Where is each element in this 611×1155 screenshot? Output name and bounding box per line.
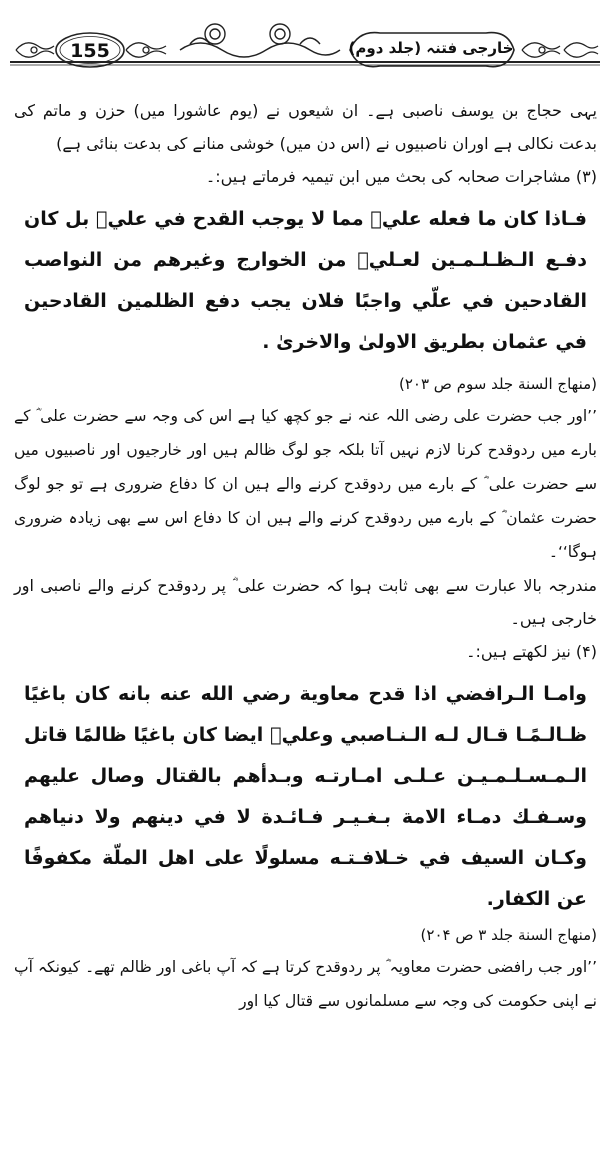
section-3-heading: (۳) مشاجرات صحابہ کی بحث میں ابن تیمیہ فرماتے ہیں:۔ xyxy=(205,167,597,186)
section-4-heading: (۴) نیز لکھتے ہیں:۔ xyxy=(466,642,597,661)
conclusion-paragraph: مندرجہ بالا عبارت سے بھی ثابت ہوا کہ حضرت علی ؓ پر ردوقدح کرنے والے ناصبی اور خارجی ہیں۔ xyxy=(14,576,597,628)
running-title: خارجی فتنہ (جلد دوم) xyxy=(348,39,514,57)
reference-1: (منهاج السنة جلد سوم ص ۲۰۳) xyxy=(399,375,597,393)
page-number: 155 xyxy=(70,40,110,62)
reference-2: (منهاج السنة جلد ۳ ص ۲۰۴) xyxy=(420,926,597,944)
intro-paragraph: یہی حجاج بن یوسف ناصبی ہے۔ ان شیعوں نے (یوم عاشورا میں) حزن و ماتم کی بدعت نکالی ہے اوران ناصبیوں نے (اس دن میں) خوشی منانے کی بدعت بنائی ہے) xyxy=(14,101,597,153)
page-body xyxy=(14,94,597,1018)
arabic-quotation-1: فـاذا كان ما فعله عليؓ مما لا يوجب القدح في عليؓ بل كان دفـع الـظـلـمـين لعـليؓ من الخوارج وغيرهم من النواصب القادحين في علّي واجبًا فلان يجب دفع الظلمين القادحين في عثمان بطريق الاولیٰ والاخریٰ . xyxy=(24,208,587,353)
page-header xyxy=(0,0,611,70)
urdu-translation-2: ’’اور جب رافضی حضرت معاویہ ؓ پر ردوقدح کرتا ہے کہ آپ باغی اور ظالم تھے۔ کیونکہ آپ نے اپنی حکومت کی وجہ سے مسلمانوں سے قتال کیا اور xyxy=(14,958,597,1010)
urdu-translation-1: ’’اور جب حضرت علی رضی اللہ عنہ نے جو کچھ کیا ہے اس کی وجہ سے حضرت علی ؓ کے بارے میں ردوقدح کرنا لازم نہیں آتا بلکہ جو لوگ ظالم ہیں اور خارجیوں اور ناصبیوں میں سے حضرت علی ؓ کے بارے میں ردوقدح کرنے والے ہیں ان کا دفاع ضروری ہے تو جو لوگ حضرت عثمان ؓ کے بارے میں ردوقدح کرنے والے ہیں ان کا دفاع اس سے بھی زیادہ ضروری ہوگا‘‘۔ xyxy=(14,407,597,561)
arabic-quotation-2: وامـا الـرافضي اذا قدح معاوية رضي الله عنه بانه كان باغيًا ظـالـمًـا قـال لـه الـنـاصبي وعليؓ ايضا كان باغيًا ظالمًا قاتل الـمـسـلـمـيـن عـلـى امـارتـه وبـدأهم بالقتال وصال عليهم وسـفـك دمـاء الامة بـغـيـر فـائـدة لا في دينهم ولا دنياهم وكـان السيف في خـلافـتـه مسلولًا على اهل الملّة مكفوفًا عن الكفار. xyxy=(24,683,587,910)
